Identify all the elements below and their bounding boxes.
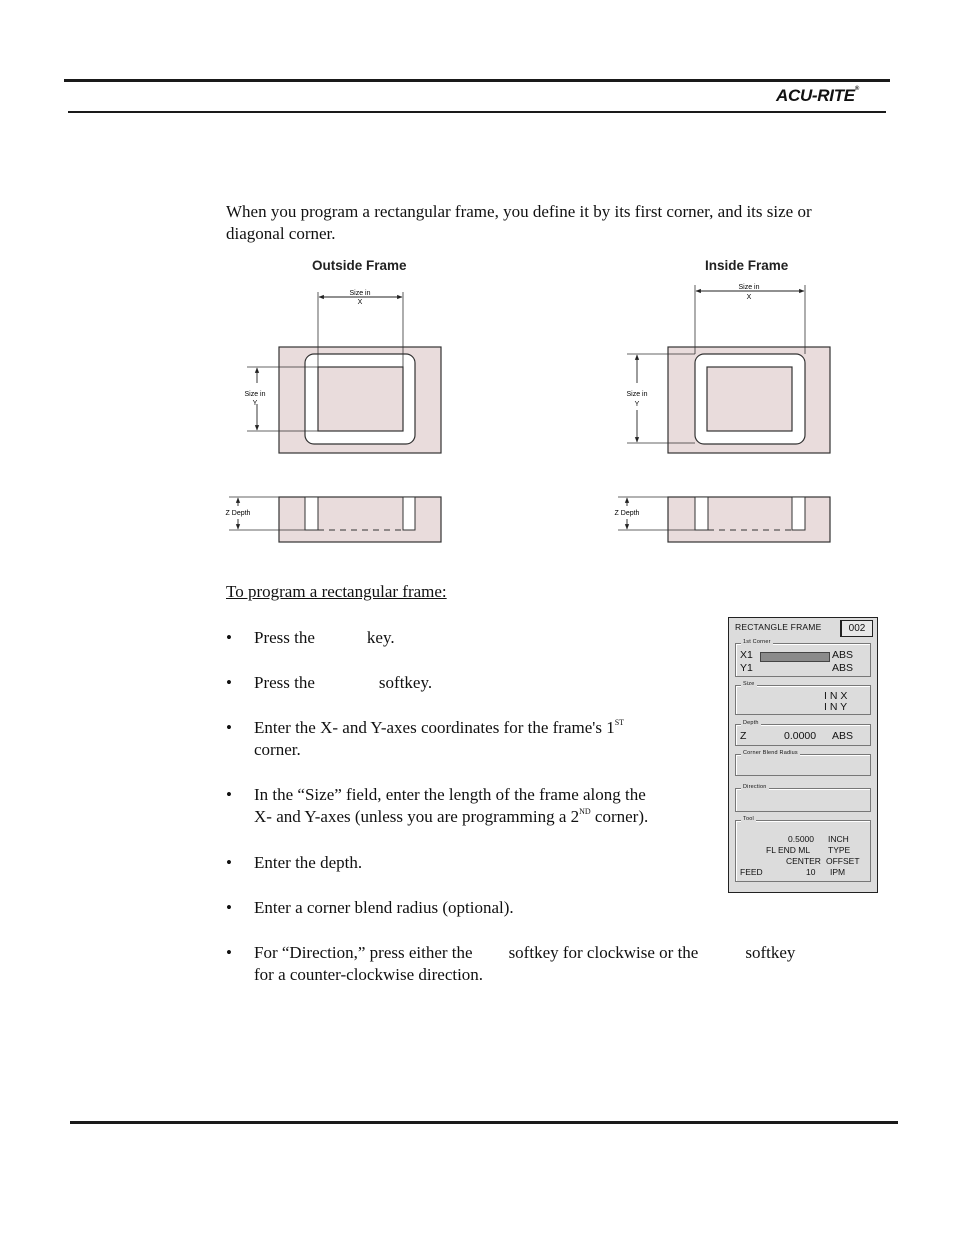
- bullet: •: [226, 853, 232, 872]
- inside-frame-diagram: [618, 285, 830, 542]
- tool-group[interactable]: Tool 0.5000 INCH FL END ML TYPE CENTER OFFSET FEED 10 IPM: [735, 820, 871, 882]
- bullet: •: [226, 628, 232, 647]
- inside-section-view: [668, 497, 830, 542]
- x1-axis: X1: [740, 649, 753, 661]
- first-corner-group: 1st Corner X1 ABS Y1 ABS: [735, 643, 871, 677]
- size-in-x: I N X: [824, 690, 848, 702]
- intro-paragraph: When you program a rectangular frame, you define it by its first corner, and its size or diagonal corner.: [226, 202, 812, 243]
- outside-section-view: [279, 497, 441, 542]
- tool-offset-label: OFFSET: [826, 856, 860, 866]
- outside-frame-island: [318, 367, 403, 431]
- corner-blend-group[interactable]: Corner Blend Radius: [735, 754, 871, 776]
- bullet: •: [226, 943, 232, 962]
- x1-mode: ABS: [832, 649, 854, 661]
- bullet: •: [226, 785, 232, 804]
- bullet: •: [226, 673, 232, 692]
- inside-frame-island: [707, 367, 792, 431]
- outside-size-y-axis: Y: [252, 400, 258, 407]
- outside-frame-diagram: [229, 292, 441, 542]
- outside-size-y-label: Size in: [244, 391, 266, 398]
- inside-z-depth-label: Z Depth: [614, 510, 640, 517]
- rectangle-frame-screen: [728, 617, 878, 893]
- inside-size-y-axis: Y: [634, 401, 640, 408]
- direction-group[interactable]: Direction: [735, 788, 871, 812]
- feed-label: FEED: [740, 867, 763, 877]
- feed-value: 10: [806, 867, 816, 877]
- procedure-heading: To program a rectangular frame:: [226, 582, 447, 601]
- size-in-y: I N Y: [824, 701, 848, 713]
- bullet: •: [226, 898, 232, 917]
- tool-diameter: 0.5000: [788, 834, 814, 844]
- size-group[interactable]: Size I N X I N Y: [735, 685, 871, 715]
- tool-type-label: TYPE: [828, 845, 851, 855]
- y1-mode: ABS: [832, 662, 854, 674]
- inside-frame-title: Inside Frame: [705, 258, 789, 273]
- outside-frame-title: Outside Frame: [312, 258, 407, 273]
- footer-rule: [70, 1121, 898, 1124]
- inside-size-y-label: Size in: [626, 391, 648, 398]
- depth-group[interactable]: Depth Z 0.0000 ABS: [735, 724, 871, 746]
- depth-axis: Z: [740, 730, 747, 742]
- depth-mode: ABS: [832, 730, 854, 742]
- outside-size-x-label: Size in: [349, 290, 371, 297]
- depth-value: 0.0000: [784, 730, 817, 742]
- screen-header: [733, 621, 873, 636]
- inside-size-x-axis: X: [746, 294, 752, 301]
- inside-size-x-label: Size in: [738, 284, 760, 291]
- screen-title: RECTANGLE FRAME: [735, 622, 822, 632]
- acu-rite-logo: ACU-RITE®: [776, 86, 859, 105]
- y1-axis: Y1: [740, 662, 753, 674]
- feed-units: IPM: [830, 867, 846, 877]
- bullet: •: [226, 718, 232, 737]
- x1-input-field[interactable]: [760, 652, 830, 662]
- outside-z-depth-label: Z Depth: [225, 510, 251, 517]
- screen-number: 002: [840, 620, 873, 637]
- tool-center: CENTER: [786, 856, 821, 866]
- tool-units: INCH: [828, 834, 849, 844]
- outside-size-x-axis: X: [357, 299, 363, 306]
- tool-name: FL END ML: [766, 845, 811, 855]
